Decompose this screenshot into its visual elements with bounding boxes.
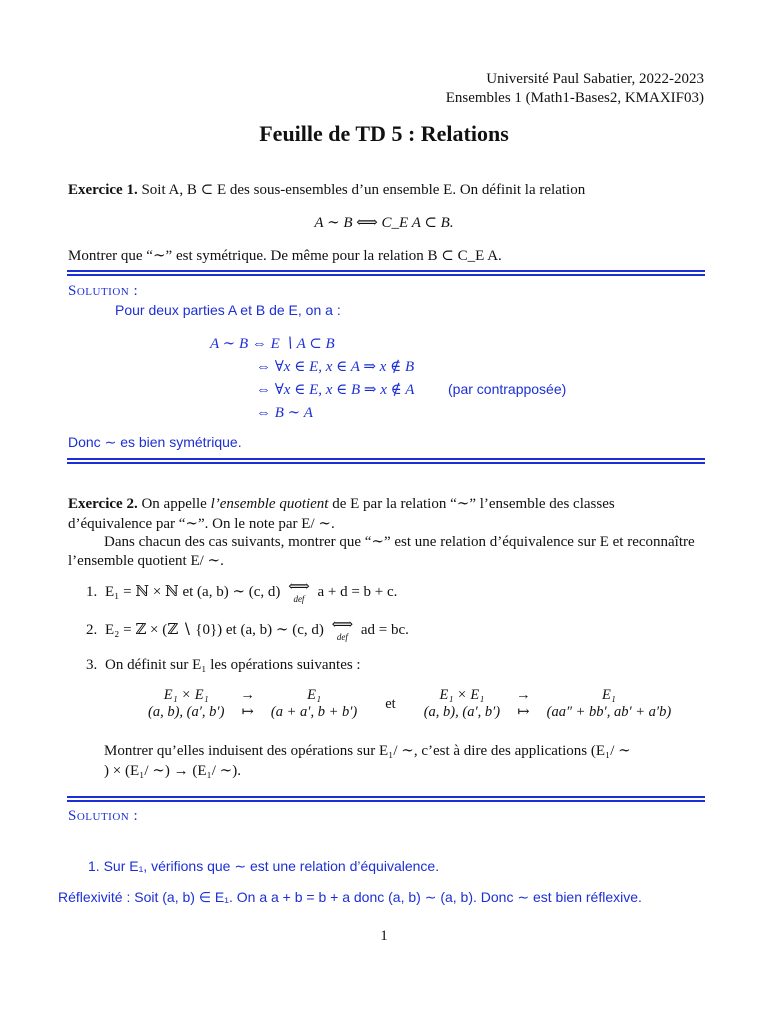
item-text: E₁ = ℕ × ℕ et (a, b) ∼ (c, d) [105, 584, 281, 600]
solution-line-4: ⇔ B ∼ A [256, 405, 313, 421]
solution-item-1: 1. Sur E₁, vérifions que ∼ est une relation d’équivalence. [88, 858, 440, 874]
exercise-2-text: On appelle [141, 496, 207, 512]
exercise-2-text: de E par la relation “∼” l’ensemble des classes [332, 496, 615, 512]
header-university: Université Paul Sabatier, 2022-2023 [486, 71, 704, 87]
solution-reflexivity: Réflexivité : Soit (a, b) ∈ E₁. On a a + b = b + a donc (a, b) ∼ (a, b). Donc ∼ est bien réflexive. [58, 889, 642, 905]
exercise-2-item-3 [86, 657, 361, 674]
exercise-2-question-3-line-2: ) × (E₁/ ∼) → (E₁/ ∼). [104, 763, 241, 779]
op-left-args: (a, b), (a′, b′) [148, 704, 225, 720]
header-course: Ensembles 1 (Math1-Bases2, KMAXIF03) [445, 90, 704, 106]
divider [67, 462, 705, 464]
exercise-2-label: Exercice 2. [68, 496, 138, 512]
op-right-args: (a, b), (a′, b′) [423, 704, 501, 720]
page-title: Feuille de TD 5 : Relations [259, 121, 509, 146]
solution-label: Solution : [68, 283, 139, 299]
iff-def-symbol [288, 579, 310, 605]
op-right-codomain: E₁ [601, 687, 616, 703]
exercise-2-question-3-line-1: Montrer qu’elles induisent des opérations sur E₁/ ∼, c’est à dire des applications (E₁/ ∼ [104, 743, 631, 759]
exercise-1-question: Montrer que “∼” est symétrique. De même pour la relation B ⊂ C_E A. [68, 248, 502, 264]
exercise-1-label: Exercice 1. [68, 182, 138, 198]
item-text: a + d = b + c. [317, 584, 398, 600]
op-right-result: (aa″ + bb′, ab′ + a′b) [546, 704, 672, 720]
item-text: On définit sur E₁ les opérations suivantes : [105, 657, 361, 673]
exercise-1-text: Soit A, B ⊂ E des sous-ensembles d’un ensemble E. On définit la relation [141, 182, 586, 198]
op-left-mapsto: ↦ [241, 704, 254, 720]
op-right-arrow: → [516, 687, 531, 703]
exercise-2-item-1 [86, 579, 398, 605]
item-number: 1. [86, 584, 98, 600]
iff-def-symbol [331, 617, 354, 643]
op-left-domain: E₁ × E₁ [163, 687, 209, 703]
exercise-2-line-1 [68, 494, 615, 513]
exercise-2-line-2: d’équivalence par “∼”. On le note par E/ ∼. [68, 516, 335, 532]
exercise-2-emphasis: l’ensemble quotient [210, 496, 329, 512]
divider [67, 800, 705, 802]
exercise-2-line-4: l’ensemble quotient E/ ∼. [68, 553, 224, 569]
def-label: def [336, 632, 348, 642]
iff-arrow: ⟺ [331, 617, 354, 633]
op-right-mapsto: ↦ [517, 704, 530, 720]
solution-line-2: ⇔ ∀x ∈ E, x ∈ A ⇒ x ∉ B [256, 359, 415, 375]
op-right-domain: E₁ × E₁ [439, 687, 485, 703]
solution-conclusion: Donc ∼ es bien symétrique. [68, 434, 242, 450]
op-et: et [385, 695, 396, 712]
op-left-result: (a + a′, b + b′) [270, 704, 358, 720]
exercise-2-item-2 [86, 617, 409, 643]
item-text: ad = bc. [360, 622, 409, 638]
solution-label: Solution : [68, 808, 139, 824]
divider [67, 270, 705, 272]
page-number: 1 [380, 928, 388, 944]
solution-note: (par contrapposée) [448, 381, 567, 397]
item-number: 2. [86, 622, 98, 638]
item-number: 3. [86, 657, 98, 673]
divider [67, 796, 705, 798]
op-left-codomain: E₁ [307, 687, 322, 703]
solution-intro: Pour deux parties A et B de E, on a : [115, 302, 341, 318]
iff-arrow: ⟺ [288, 579, 310, 595]
op-left-arrow: → [240, 687, 255, 703]
solution-line-1: A ∼ B ⇔ E ∖ A ⊂ B [210, 336, 335, 352]
solution-line-3: ⇔ ∀x ∈ E, x ∈ B ⇒ x ∉ A [256, 382, 415, 398]
divider [67, 458, 705, 460]
divider [67, 274, 705, 276]
def-label: def [293, 594, 305, 604]
exercise-1-statement [68, 180, 585, 199]
exercise-2-line-3: Dans chacun des cas suivants, montrer que “∼” est une relation d’équivalence sur E et reconnaître [104, 534, 695, 550]
item-text: E₂ = ℤ × (ℤ ∖ {0}) et (a, b) ∼ (c, d) [105, 622, 324, 638]
operations-table [140, 687, 679, 721]
exercise-1-formula: A ∼ B ⟺ C_E A ⊂ B. [314, 215, 454, 231]
